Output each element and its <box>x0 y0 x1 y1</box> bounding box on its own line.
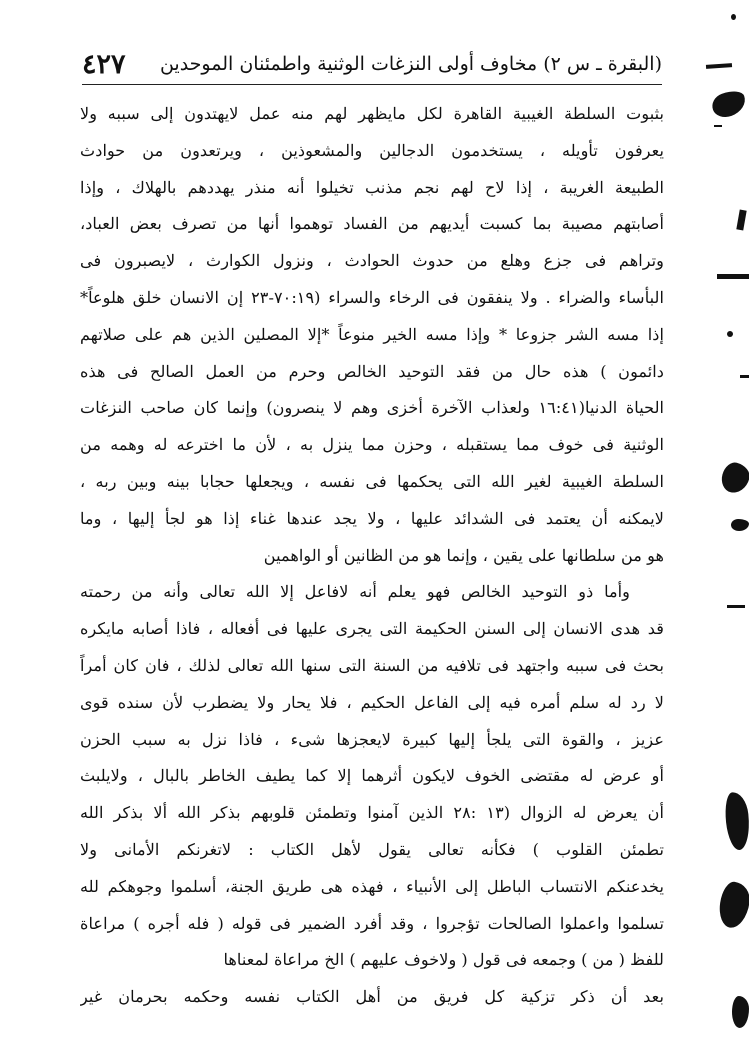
page-number: ٤٢٧ <box>82 48 126 80</box>
text-line: تسلموا واعملوا الصالحات تؤجروا ، وقد أفرد الضمير فى قوله ( فله أجره ) مراعاة <box>80 913 664 933</box>
text-line: بحث فى سببه واجتهد فى تلافيه من السنة التى سنها الله تعالى لذلك ، فان كان أمراً <box>80 655 664 675</box>
body-text <box>80 96 664 1016</box>
text-line: الطبيعة الغريبة ، إذا لاح لهم نجم مذنب تخيلوا أنه منذر يهددهم بالهلاك ، وإذا <box>80 177 664 197</box>
text-line: للفظ ( من ) وجمعه فى قول ( ولاخوف عليهم ) الخ مراعاة لمعناها <box>223 950 664 970</box>
text-line: لايمكنه أن يعتمد فى الشدائد عليها ، ولا يجد عندها غناء إذا هو لجأ إليها ، وما <box>80 508 664 528</box>
text-line: أصابتهم مصيبة بما كسبت أيديهم من الفساد توهموا أنها من تصرف بعض العباد، <box>80 214 664 234</box>
text-line: دائمون ) هذه حال من فقد التوحيد الخالص وحرم من العمل الصالح فى هذه <box>80 361 664 381</box>
text-line: قد هدى الانسان إلى السنن الحكيمة التى يجرى عليها فى أفعاله ، فاذا أصابه مايكره <box>80 619 664 639</box>
scan-blot <box>709 87 749 121</box>
text-line: عزيز ، والقوة التى يلجأ إليها كبيرة لايعجزها شىء ، فاذا نزل به سبب الحزن <box>80 729 664 749</box>
running-header <box>82 44 662 85</box>
text-line: لا رد له سلم أمره فيه إلى الفاعل الحكيم ، فلا يحار ولا يضطرب لأن سنده قوى <box>80 692 664 712</box>
text-line: الحياة الدنيا(١٦:٤١ ولعذاب الآخرة أخزى وهم لا ينصرون) وإنما كان صاحب النزغات <box>80 398 664 418</box>
scan-speck <box>740 375 749 378</box>
scan-blot <box>731 519 749 531</box>
scan-speck <box>727 605 745 608</box>
scan-speck <box>727 331 733 337</box>
text-line: أو عرض له مقتضى الخوف لايكون أثرهما إلا كما يطيف الخاطر بالبال ، ولايلبث <box>80 766 664 786</box>
scan-blot <box>719 460 749 496</box>
text-line: بعد أن ذكر تزكية كل فريق من أهل الكتاب نفسه وحكمه بحرمان غير <box>80 987 664 1007</box>
header-title: (البقرة ـ س ٢) مخاوف أولى النزغات الوثنية واطمئنان الموحدين <box>159 53 662 75</box>
text-line: السلطة الغيبية لغير الله التى يحكمها فى نفسه ، ويجعلها حجابا بينه وبين ربه ، <box>80 471 664 491</box>
scan-speck <box>731 14 736 20</box>
paragraph-start-line: وأما ذو التوحيد الخالص فهو يعلم أنه لافاعل إلا الله تعالى وأنه من رحمته <box>80 582 630 602</box>
scan-speck <box>714 125 722 127</box>
text-line: هو من سلطانها على يقين ، وإنما هو من الظانين أو الواهمين <box>263 545 664 565</box>
scan-line <box>717 274 749 279</box>
scan-blot <box>732 996 749 1028</box>
text-line: الوثنية فى خوف مما يستقبله ، وحزن مما ينزل به ، لأن ما اخترعه له وهمه من <box>80 435 664 455</box>
scan-speck <box>736 210 746 231</box>
text-line: تطمئن القلوب ) فكأنه تعالى يقول لأهل الكتاب : لاتغرنكم الأمانى ولا <box>80 839 664 859</box>
text-line: بثبوت السلطة الغيبية القاهرة لكل مايظهر لهم منه عمل لايهتدون إلى سببه ولا <box>80 104 664 123</box>
text-line: البأساء والضراء . ولا ينفقون فى الرخاء والسراء (٧٠:١٩-٢٣ إن الانسان خلق هلوعاً* <box>80 287 664 307</box>
text-line: يعرفون تأويله ، يستخدمون الدجالين والمشعوذين ، ويرتعدون من حوادث <box>80 140 664 160</box>
scan-blot <box>717 880 749 930</box>
scan-speck <box>706 63 732 69</box>
text-line: يخدعنكم الانتساب الباطل إلى الأنبياء ، فهذه هى طريق الجنة، أسلموا وجوهكم لله <box>80 876 664 896</box>
text-line: إذا مسه الشر جزوعا * وإذا مسه الخير منوعاً *إلا المصلين الذين هم على صلاتهم <box>80 324 664 344</box>
text-line: أن يعرض له الزوال (١٣ :٢٨ الذين آمنوا وتطمئن قلوبهم بذكر الله ألا بذكر الله <box>80 803 664 823</box>
text-line: وتراهم فى جزع وهلع من حدوث الحوادث ، ونزول الكوارث ، لايصبرون فى <box>80 251 664 271</box>
scan-blot <box>723 791 749 851</box>
